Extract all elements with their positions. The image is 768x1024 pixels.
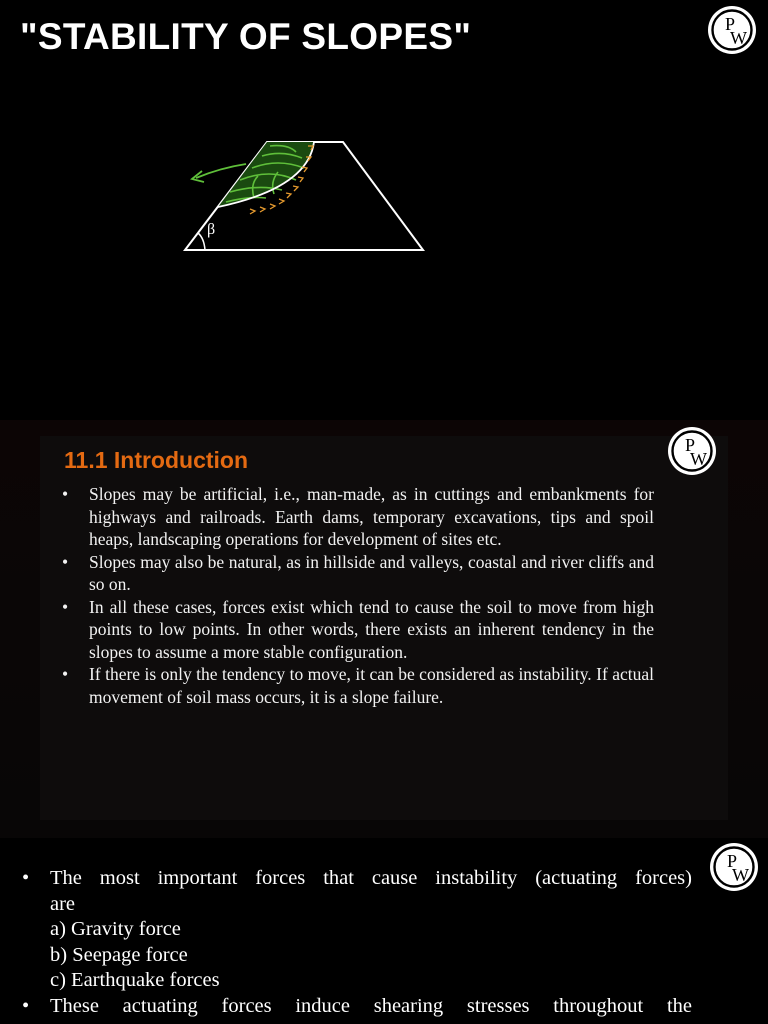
forces-intro-continuation: are [50, 892, 76, 915]
bullet-icon: • [62, 484, 69, 504]
bullet-icon: • [22, 867, 30, 889]
list-item [62, 551, 654, 596]
svg-text:W: W [690, 449, 707, 469]
slide-title-section [0, 0, 768, 420]
svg-text:P: P [685, 435, 696, 455]
pw-logo-icon [708, 841, 760, 893]
svg-text:W: W [730, 28, 747, 48]
intro-bullet-list [62, 483, 654, 708]
forces-intro-line: The most important forces that cause instability (actuating forces) [50, 867, 692, 889]
list-item-text: Slopes may be artificial, i.e., man-made, as in cuttings and embankments for highways and railroads. Earth dams, temporary excavations, tips and spoil heaps, landscaping operations for development of sites etc. [89, 484, 654, 549]
svg-text:P: P [725, 14, 736, 34]
svg-text:P: P [727, 851, 738, 871]
list-item [62, 663, 654, 708]
pw-logo-icon [706, 4, 758, 56]
pw-logo-icon [666, 425, 718, 477]
movement-arrow [196, 164, 246, 178]
list-item-text: In all these cases, forces exist which tend to cause the soil to move from high points to low points. In other words, there exists an inherent tendency in the slopes to assume a more stable configuration. [89, 596, 654, 662]
bullet-icon: • [62, 551, 69, 572]
slide-title: "STABILITY OF SLOPES" [20, 16, 472, 57]
slope-failure-diagram [178, 132, 430, 258]
forces-list [22, 866, 692, 1020]
slope-angle-arc [198, 233, 205, 250]
list-item [62, 483, 654, 551]
svg-text:W: W [732, 865, 749, 885]
bullet-icon: • [62, 664, 69, 684]
force-item-earthquake: c) Earthquake forces [50, 969, 220, 992]
list-item-text: If there is only the tendency to move, it can be considered as instability. If actual movement of soil mass occurs, it is a slope failure. [89, 664, 654, 707]
force-item-gravity: a) Gravity force [50, 918, 181, 941]
slope-angle-label: β [207, 221, 216, 238]
intro-heading: 11.1 Introduction [64, 447, 249, 473]
bullet-icon: • [22, 994, 30, 1017]
list-item [22, 866, 692, 892]
force-item-seepage: b) Seepage force [50, 943, 188, 966]
shearing-stress-line: These actuating forces induce shearing stresses throughout the [50, 994, 692, 1017]
list-item-text: Slopes may also be natural, as in hillside and valleys, coastal and river cliffs and so on. [89, 551, 654, 594]
list-item [22, 994, 692, 1020]
list-item [62, 596, 654, 664]
bullet-icon: • [62, 596, 69, 617]
